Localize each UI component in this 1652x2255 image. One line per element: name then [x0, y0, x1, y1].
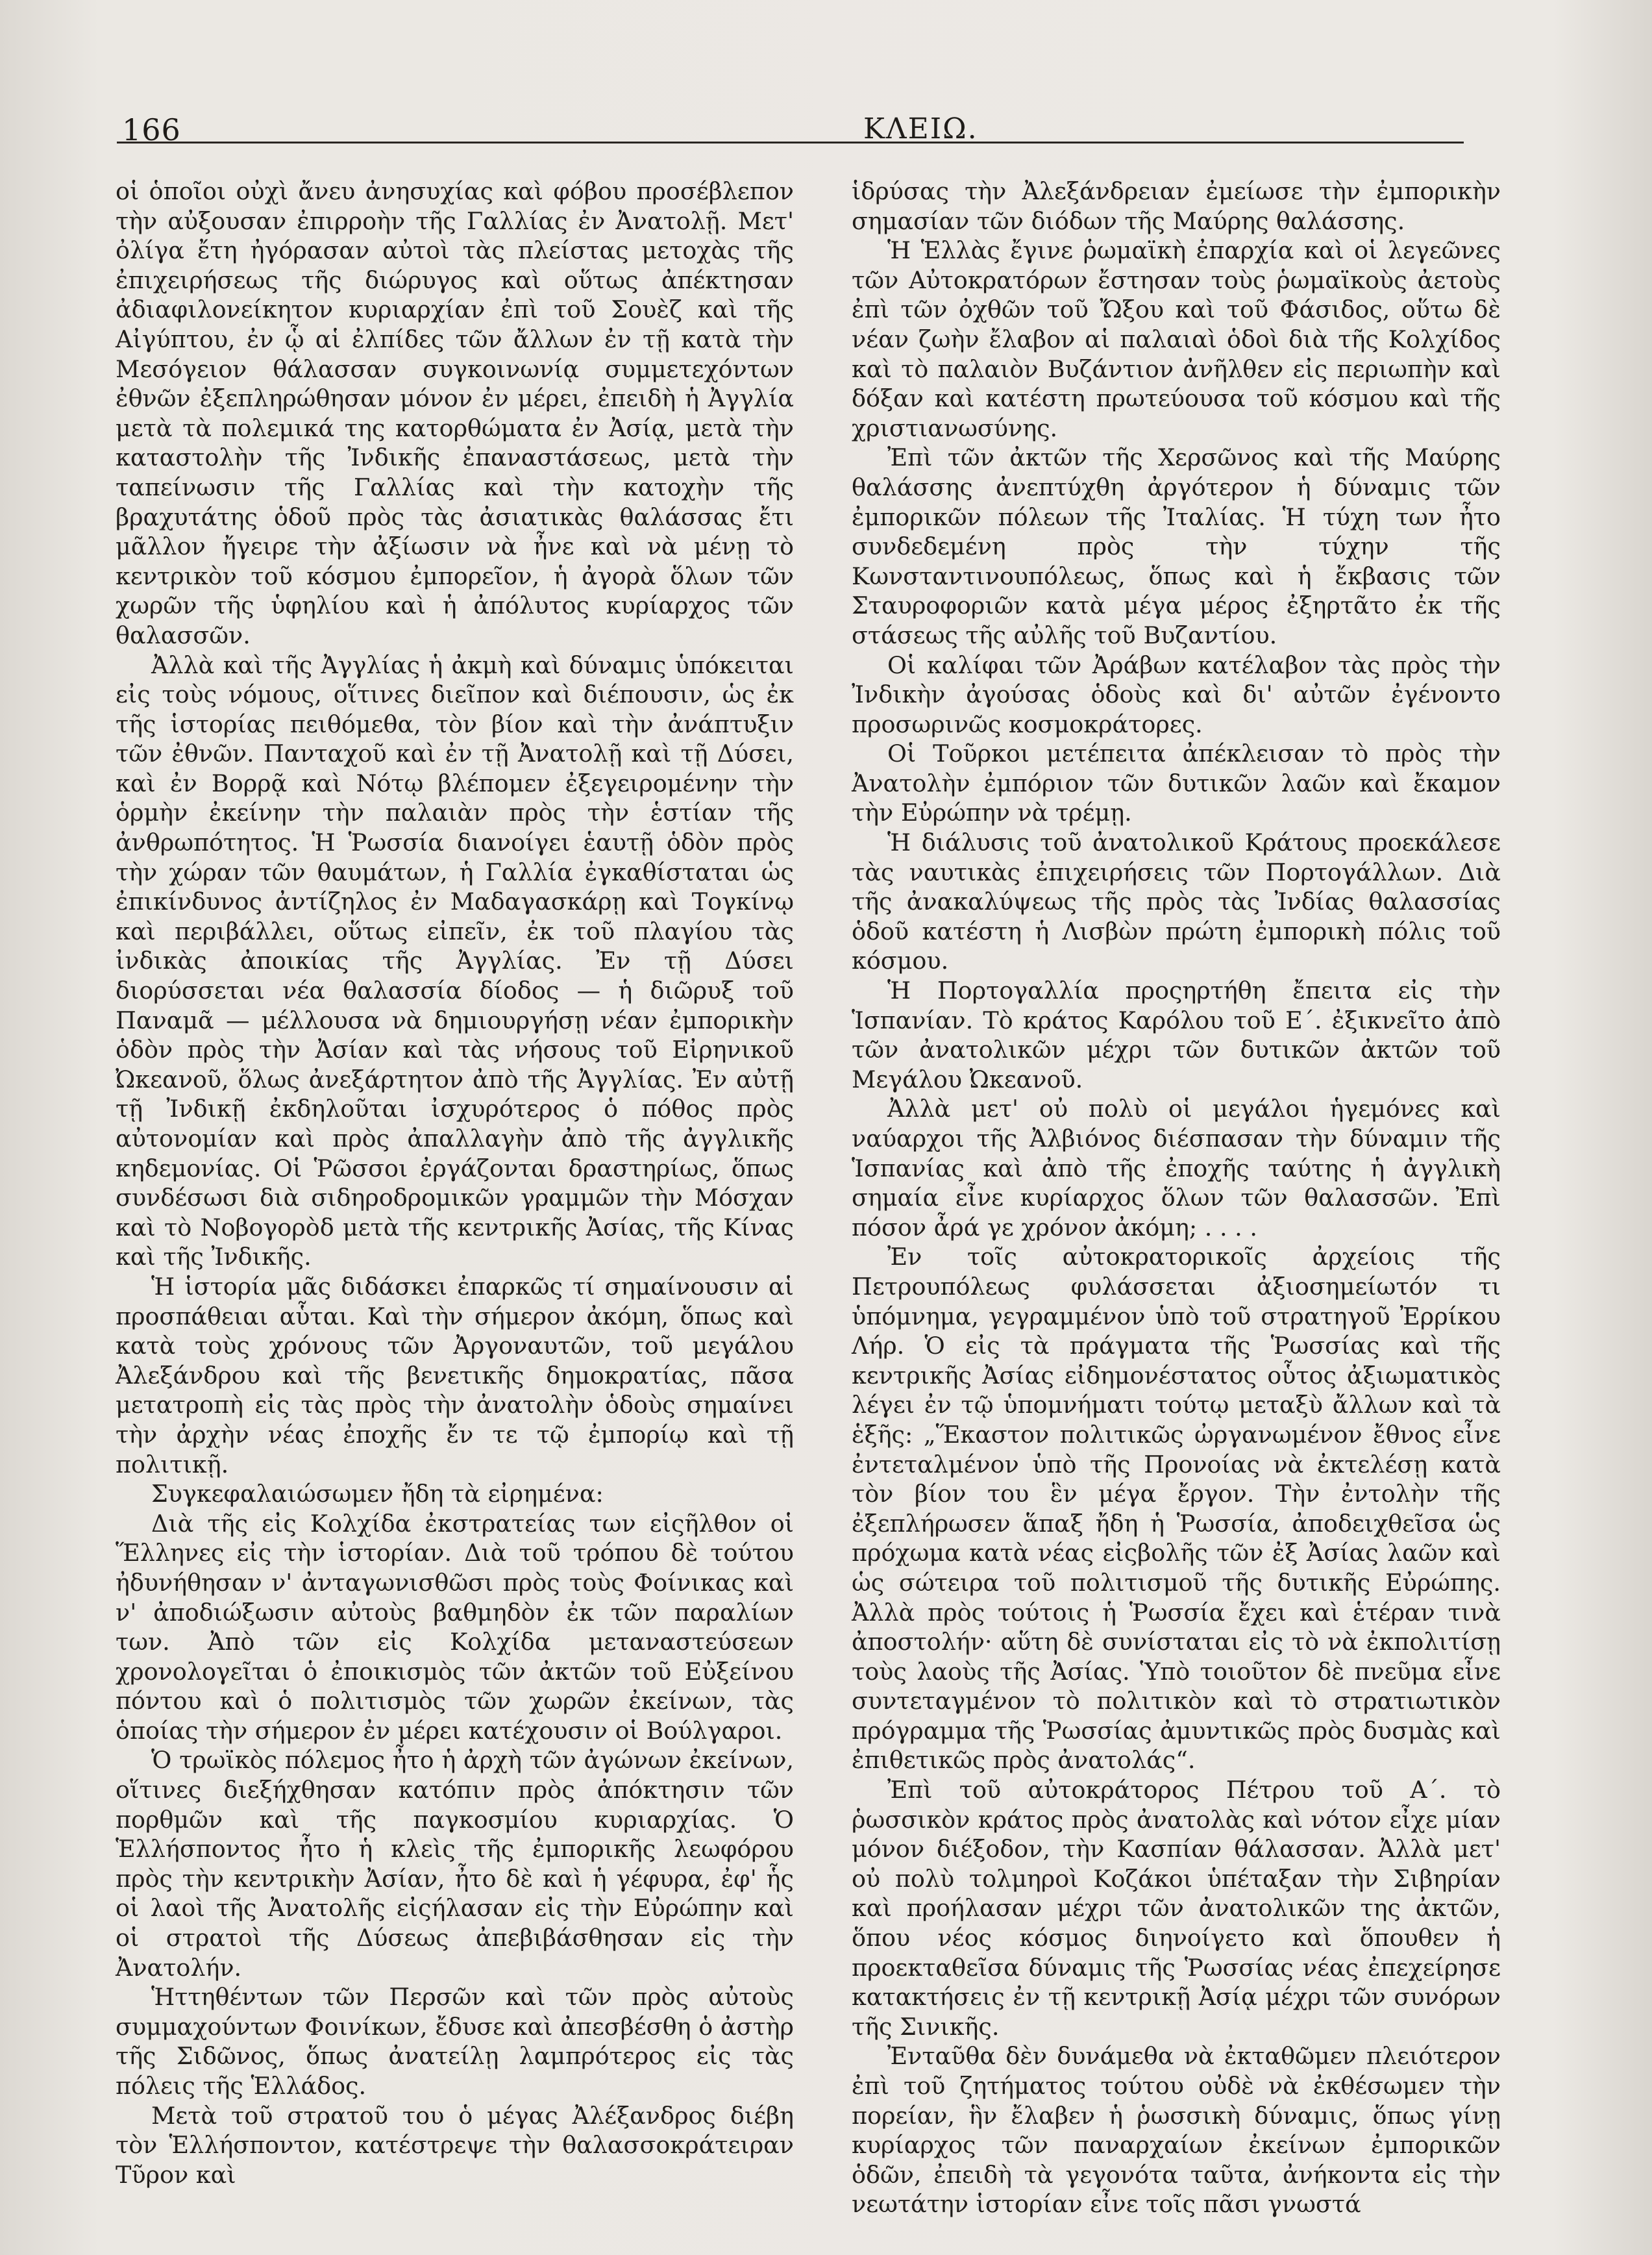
header-rule [117, 142, 1464, 143]
paragraph: Ἡ Πορτογαλλία προςηρτήθη ἔπειτα εἰς τὴν Ἱσπανίαν. Τὸ κράτος Καρόλου τοῦ Ε΄. ἐξικνεῖτο ἀπὸ τῶν ἀνατολικῶν μέχρι τῶν δυτικῶν ἀκτῶν τοῦ Μεγάλου Ὠκεανοῦ. [852, 977, 1501, 1093]
paragraph: Ἡττηθέντων τῶν Περσῶν καὶ τῶν πρὸς αὐτοὺς συμμαχούντων Φοινίκων, ἔδυσε καὶ ἀπεσβέσθη ὁ ἀστὴρ τῆς Σιδῶνος, ὅπως ἀνατείλῃ λαμπρότερος εἰς τὰς πόλεις τῆς Ἑλλάδος. [116, 1983, 794, 2100]
paragraph: Διὰ τῆς εἰς Κολχίδα ἐκστρατείας των εἰςῆλθον οἱ Ἕλληνες εἰς τὴν ἱστορίαν. Διὰ τοῦ τρόπου δὲ τούτου ἠδυνήθησαν ν' ἀνταγωνισθῶσι πρὸς τοὺς Φοίνικας καὶ ν' ἀποδιώξωσιν αὐτοὺς βαθμηδὸν ἐκ τῶν παραλίων των. Ἀπὸ τῶν εἰς Κολχίδα μεταναστεύσεων χρονολογεῖται ὁ ἐποικισμὸς τῶν ἀκτῶν τοῦ Εὐξείνου πόντου καὶ ὁ πολιτισμὸς τῶν χωρῶν ἐκείνων, τὰς ὁποίας τὴν σήμερον ἐν μέρει κατέχουσιν οἱ Βούλγαροι. [116, 1509, 794, 1745]
paragraph: Ἡ Ἑλλὰς ἔγινε ῥωμαϊκὴ ἐπαρχία καὶ οἱ λεγεῶνες τῶν Αὐτοκρατόρων ἔστησαν τοὺς ῥωμαϊκοὺς ἀετοὺς ἐπὶ τῶν ὀχθῶν τοῦ Ὤξου καὶ τοῦ Φάσιδος, οὕτω δὲ νέαν ζωὴν ἔλαβον αἱ παλαιαὶ ὁδοὶ διὰ τῆς Κολχίδος καὶ τὸ παλαιὸν Βυζάντιον ἀνῆλθεν εἰς περιωπὴν καὶ δόξαν καὶ κατέστη πρωτεύουσα τοῦ κόσμου καὶ τῆς χριστιανωσύνης. [852, 236, 1501, 442]
paragraph: Οἱ καλίφαι τῶν Ἀράβων κατέλαβον τὰς πρὸς τὴν Ἰνδικὴν ἀγούσας ὁδοὺς καὶ δι' αὐτῶν ἐγένοντο προσωρινῶς κοσμοκράτορες. [852, 651, 1501, 738]
paragraph: Ἐν τοῖς αὐτοκρατορικοῖς ἀρχείοις τῆς Πετρουπόλεως φυλάσσεται ἀξιοσημείωτόν τι ὑπόμνημα, γεγραμμένον ὑπὸ τοῦ στρατηγοῦ Ἐρρίκου Λήρ. Ὁ εἰς τὰ πράγματα τῆς Ῥωσσίας καὶ τῆς κεντρικῆς Ἀσίας εἰδημονέστατος οὗτος ἀξιωματικὸς λέγει ἐν τῷ ὑπομνήματι τούτῳ μεταξὺ ἄλλων καὶ τὰ ἑξῆς: „Ἕκαστον πολιτικῶς ὠργανωμένον ἔθνος εἶνε ἐντεταλμένον ὑπὸ τῆς Προνοίας νὰ ἐκτελέσῃ κατὰ τὸν βίον του ἓν μέγα ἔργον. Τὴν ἐντολὴν τῆς ἐξεπλήρωσεν ἅπαξ ἤδη ἡ Ῥωσσία, ἀποδειχθεῖσα ὡς πρόχωμα κατὰ νέας εἰςβολῆς τῶν ἐξ Ἀσίας λαῶν καὶ ὡς σώτειρα τοῦ πολιτισμοῦ τῆς δυτικῆς Εὐρώπης. Ἀλλὰ πρὸς τούτοις ἡ Ῥωσσία ἔχει καὶ ἑτέραν τινὰ ἀποστολήν· αὕτη δὲ συνίσταται εἰς τὸ νὰ ἐκπολιτίσῃ τοὺς λαοὺς τῆς Ἀσίας. Ὑπὸ τοιοῦτον δὲ πνεῦμα εἶνε συντεταγμένον τὸ πολιτικὸν καὶ τὸ στρατιωτικὸν πρόγραμμα τῆς Ῥωσσίας ἀμυντικῶς πρὸς δυσμὰς καὶ ἐπιθετικῶς πρὸς ἀνατολάς“. [852, 1243, 1501, 1775]
paragraph: Ἐνταῦθα δὲν δυνάμεθα νὰ ἐκταθῶμεν πλειότερον ἐπὶ τοῦ ζητήματος τούτου οὐδὲ νὰ ἐκθέσωμεν τὴν πορείαν, ἣν ἔλαβεν ἡ ῥωσσικὴ δύναμις, ὅπως γίνῃ κυρίαρχος τῶν παναρχαίων ἐκείνων ἐμπορικῶν ὁδῶν, ἐπειδὴ τὰ γεγονότα ταῦτα, ἀνήκοντα εἰς τὴν νεωτάτην ἱστορίαν εἶνε τοῖς πᾶσι γνωστά [852, 2042, 1501, 2219]
paragraph: Ἡ ἱστορία μᾶς διδάσκει ἐπαρκῶς τί σημαίνουσιν αἱ προσπάθειαι αὗται. Καὶ τὴν σήμερον ἀκόμη, ὅπως καὶ κατὰ τοὺς χρόνους τῶν Ἀργοναυτῶν, τοῦ μεγάλου Ἀλεξάνδρου καὶ τῆς βενετικῆς δημοκρατίας, πᾶσα μετατροπὴ εἰς τὰς πρὸς τὴν ἀνατολὴν ὁδοὺς σημαίνει τὴν ἀρχὴν νέας ἐποχῆς ἔν τε τῷ ἐμπορίῳ καὶ τῇ πολιτικῇ. [116, 1272, 794, 1478]
paragraph: Μετὰ τοῦ στρατοῦ του ὁ μέγας Ἀλέξανδρος διέβη τὸν Ἑλλήσποντον, κατέστρεψε τὴν θαλασσοκράτειραν Τῦρον καὶ [116, 2101, 794, 2189]
paragraph: Ἡ διάλυσις τοῦ ἀνατολικοῦ Κράτους προεκάλεσε τὰς ναυτικὰς ἐπιχειρήσεις τῶν Πορτογάλλων. Διὰ τῆς ἀνακαλύψεως τῆς πρὸς τὰς Ἰνδίας θαλασσίας ὁδοῦ κατέστη ἡ Λισβὼν πρώτη ἐμπορικὴ πόλις τοῦ κόσμου. [852, 828, 1501, 975]
paragraph: Ἀλλὰ μετ' οὐ πολὺ οἱ μεγάλοι ἡγεμόνες καὶ ναύαρχοι τῆς Ἀλβιόνος διέσπασαν τὴν δύναμιν τῆς Ἱσπανίας καὶ ἀπὸ τῆς ἐποχῆς ταύτης ἡ ἀγγλικὴ σημαία εἶνε κυρίαρχος ὅλων τῶν θαλασσῶν. Ἐπὶ πόσον ἆρά γε χρόνον ἀκόμη; . . . . [852, 1095, 1501, 1241]
left-column [116, 177, 794, 2189]
paragraph: Ὁ τρωϊκὸς πόλεμος ἦτο ἡ ἀρχὴ τῶν ἀγώνων ἐκείνων, οἵτινες διεξήχθησαν κατόπιν πρὸς ἀπόκτησιν τῶν πορθμῶν καὶ τῆς παγκοσμίου κυριαρχίας. Ὁ Ἑλλήσποντος ἦτο ἡ κλεὶς τῆς ἐμπορικῆς λεωφόρου πρὸς τὴν κεντρικὴν Ἀσίαν, ἦτο δὲ καὶ ἡ γέφυρα, ἐφ' ἧς οἱ λαοὶ τῆς Ἀνατολῆς εἰςήλασαν εἰς τὴν Εὐρώπην καὶ οἱ στρατοὶ τῆς Δύσεως ἀπεβιβάσθησαν εἰς τὴν Ἀνατολήν. [116, 1746, 794, 1982]
page-number: 166 [122, 112, 181, 147]
paragraph: Ἀλλὰ καὶ τῆς Ἀγγλίας ἡ ἀκμὴ καὶ δύναμις ὑπόκειται εἰς τοὺς νόμους, οἵτινες διεῖπον καὶ διέπουσιν, ὡς ἐκ τῆς ἱστορίας πειθόμεθα, τὸν βίον καὶ τὴν ἀνάπτυξιν τῶν ἐθνῶν. Πανταχοῦ καὶ ἐν τῇ Ἀνατολῇ καὶ τῇ Δύσει, καὶ ἐν Βορρᾷ καὶ Νότῳ βλέπομεν ἐξεγειρομένην τὴν ὁρμὴν ἐκείνην τὴν παλαιὰν πρὸς τὴν ἑστίαν τῆς ἀνθρωπότητος. Ἡ Ῥωσσία διανοίγει ἑαυτῇ ὁδὸν πρὸς τὴν χώραν τῶν θαυμάτων, ἡ Γαλλία ἐγκαθίσταται ὡς ἐπικίνδυνος ἀντίζηλος ἐν Μαδαγασκάρῃ καὶ Τογκίνῳ καὶ περιβάλλει, οὕτως εἰπεῖν, ἐκ τοῦ πλαγίου τὰς ἰνδικὰς ἀποικίας τῆς Ἀγγλίας. Ἐν τῇ Δύσει διορύσσεται νέα θαλασσία δίοδος — ἡ διῶρυξ τοῦ Παναμᾶ — μέλλουσα νὰ δημιουργήσῃ νέαν ἐμπορικὴν ὁδὸν πρὸς τὴν Ἀσίαν καὶ τὰς νήσους τοῦ Εἰρηνικοῦ Ὠκεανοῦ, ὅλως ἀνεξάρτητον ἀπὸ τῆς Ἀγγλίας. Ἐν αὐτῇ τῇ Ἰνδικῇ ἐκδηλοῦται ἰσχυρότερος ὁ πόθος πρὸς αὐτονομίαν καὶ πρὸς ἀπαλλαγὴν ἀπὸ τῆς ἀγγλικῆς κηδεμονίας. Οἱ Ῥῶσσοι ἐργάζονται δραστηρίως, ὅπως συνδέσωσι διὰ σιδηροδρομικῶν γραμμῶν τὴν Μόσχαν καὶ τὸ Νοβογορὸδ μετὰ τῆς κεντρικῆς Ἀσίας, τῆς Κίνας καὶ τῆς Ἰνδικῆς. [116, 651, 794, 1271]
running-title: ΚΛΕΙΩ. [863, 112, 978, 145]
right-column [852, 177, 1501, 2219]
paragraph: οἱ ὁποῖοι οὐχὶ ἄνευ ἀνησυχίας καὶ φόβου προσέβλεπον τὴν αὐξουσαν ἐπιρροὴν τῆς Γαλλίας ἐν Ἀνατολῇ. Μετ' ὀλίγα ἔτη ἠγόρασαν αὐτοὶ τὰς πλείστας μετοχὰς τῆς ἐπιχειρήσεως τῆς διώρυγος καὶ οὕτως ἀπέκτησαν ἀδιαφιλονείκητον κυριαρχίαν ἐπὶ τοῦ Σουὲζ καὶ τῆς Αἰγύπτου, ἐν ᾧ αἱ ἐλπίδες τῶν ἄλλων ἐν τῇ κατὰ τὴν Μεσόγειον θάλασσαν συγκοινωνίᾳ συμμετεχόντων ἐθνῶν ἐξεπληρώθησαν μόνον ἐν μέρει, ἐπειδὴ ἡ Ἀγγλία μετὰ τὰ πολεμικά της κατορθώματα ἐν Ἀσίᾳ, μετὰ τὴν καταστολὴν τῆς Ἰνδικῆς ἐπαναστάσεως, μετὰ τὴν ταπείνωσιν τῆς Γαλλίας καὶ τὴν κατοχὴν τῆς βραχυτάτης ὁδοῦ πρὸς τὰς ἀσιατικὰς θαλάσσας ἔτι μᾶλλον ἤγειρε τὴν ἀξίωσιν νὰ ἦνε καὶ νὰ μένῃ τὸ κεντρικὸν τοῦ κόσμου ἐμπορεῖον, ἡ ἀγορὰ ὅλων τῶν χωρῶν τῆς ὑφηλίου καὶ ἡ ἀπόλυτος κυρίαρχος τῶν θαλασσῶν. [116, 177, 794, 649]
paragraph: Ἐπὶ τῶν ἀκτῶν τῆς Χερσῶνος καὶ τῆς Μαύρης θαλάσσης ἀνεπτύχθη ἀργότερον ἡ δύναμις τῶν ἐμπορικῶν πόλεων τῆς Ἰταλίας. Ἡ τύχη των ἦτο συνδεδεμένη πρὸς τὴν τύχην τῆς Κωνσταντινουπόλεως, ὅπως καὶ ἡ ἔκβασις τῶν Σταυροφοριῶν κατὰ μέγα μέρος ἐξηρτᾶτο ἐκ τῆς στάσεως τῆς αὐλῆς τοῦ Βυζαντίου. [852, 443, 1501, 649]
page-header [117, 107, 1499, 146]
paragraph: Οἱ Τοῦρκοι μετέπειτα ἀπέκλεισαν τὸ πρὸς τὴν Ἀνατολὴν ἐμπόριον τῶν δυτικῶν λαῶν καὶ ἔκαμον τὴν Εὐρώπην νὰ τρέμῃ. [852, 740, 1501, 827]
paragraph: ἱδρύσας τὴν Ἀλεξάνδρειαν ἐμείωσε τὴν ἐμπορικὴν σημασίαν τῶν διόδων τῆς Μαύρης θαλάσσης. [852, 177, 1501, 235]
paragraph: Ἐπὶ τοῦ αὐτοκράτορος Πέτρου τοῦ Α΄. τὸ ῥωσσικὸν κράτος πρὸς ἀνατολὰς καὶ νότον εἶχε μίαν μόνον διέξοδον, τὴν Κασπίαν θάλασσαν. Ἀλλὰ μετ' οὐ πολὺ τολμηροὶ Κοζάκοι ὑπέταξαν τὴν Σιβηρίαν καὶ προήλασαν μέχρι τῶν ἀνατολικῶν της ἀκτῶν, ὅπου νέος κόσμος διηνοίγετο καὶ ὅπουθεν ἡ προεκταθεῖσα δύναμις τῆς Ῥωσσίας νέας ἐπεχείρησε κατακτήσεις ἐν τῇ κεντρικῇ Ἀσίᾳ μέχρι τῶν συνόρων τῆς Σινικῆς. [852, 1776, 1501, 2041]
paragraph: Συγκεφαλαιώσωμεν ἤδη τὰ εἰρημένα: [151, 1480, 604, 1508]
